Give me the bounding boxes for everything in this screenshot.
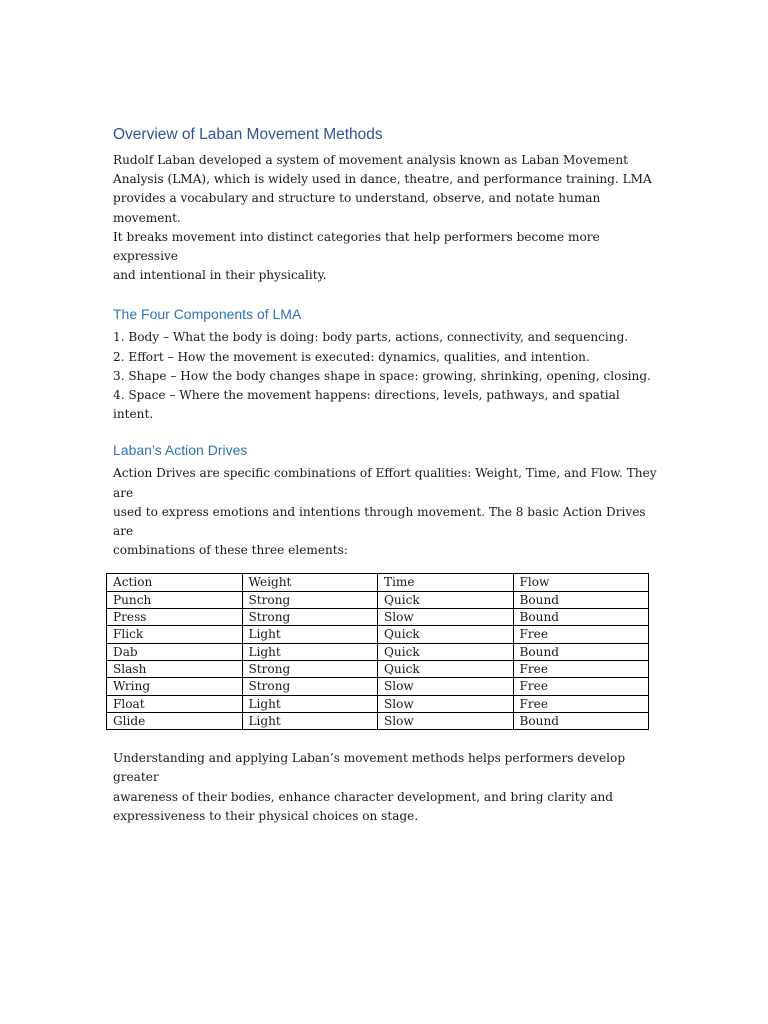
list-item: 3. Shape – How the body changes shape in space: growing, shrinking, opening, closing. <box>113 368 651 383</box>
table-header-cell: Time <box>378 574 514 591</box>
table-cell: Glide <box>107 712 243 729</box>
components-list <box>113 328 658 424</box>
table-cell: Press <box>107 609 243 626</box>
table-cell: Dab <box>107 643 243 660</box>
table-cell: Light <box>242 643 378 660</box>
table-row <box>107 626 649 643</box>
table-cell: Free <box>513 660 649 677</box>
table-row <box>107 609 649 626</box>
table-row <box>107 591 649 608</box>
table-header-cell: Action <box>107 574 243 591</box>
table-cell: Quick <box>378 660 514 677</box>
table-cell: Slow <box>378 712 514 729</box>
action-drives-heading: Laban’s Action Drives <box>113 442 248 459</box>
table-cell: Strong <box>242 609 378 626</box>
table-cell: Flick <box>107 626 243 643</box>
table-cell: Free <box>513 695 649 712</box>
table-cell: Quick <box>378 626 514 643</box>
table-cell: Bound <box>513 591 649 608</box>
table-cell: Slow <box>378 678 514 695</box>
table-cell: Free <box>513 678 649 695</box>
table-cell: Slash <box>107 660 243 677</box>
list-item: 4. Space – Where the movement happens: directions, levels, pathways, and spatial intent. <box>113 388 620 422</box>
table-row <box>107 643 649 660</box>
table-cell: Bound <box>513 609 649 626</box>
table-row <box>107 660 649 677</box>
table-cell: Strong <box>242 660 378 677</box>
table-cell: Float <box>107 695 243 712</box>
table-cell: Light <box>242 695 378 712</box>
components-heading: The Four Components of LMA <box>113 306 302 323</box>
table-row <box>107 695 649 712</box>
table-cell: Slow <box>378 695 514 712</box>
table-header-cell: Weight <box>242 574 378 591</box>
table-cell: Strong <box>242 591 378 608</box>
action-drives-table <box>106 573 649 730</box>
list-item: 2. Effort – How the movement is executed: dynamics, qualities, and intention. <box>113 349 590 364</box>
table-cell: Strong <box>242 678 378 695</box>
table-row <box>107 712 649 729</box>
list-item: 1. Body – What the body is doing: body parts, actions, connectivity, and sequencing. <box>113 330 629 345</box>
action-drives-paragraph: Action Drives are specific combinations of Effort qualities: Weight, Time, and Flow. They are used to express emotions and intentions through movement. The 8 basic Action Drives are combinations of these three elements: <box>113 466 657 558</box>
document-title: Overview of Laban Movement Methods <box>113 126 383 143</box>
table-cell: Light <box>242 626 378 643</box>
table-cell: Free <box>513 626 649 643</box>
table-cell: Slow <box>378 609 514 626</box>
table-cell: Punch <box>107 591 243 608</box>
table-cell: Quick <box>378 643 514 660</box>
table-header-cell: Flow <box>513 574 649 591</box>
conclusion-paragraph: Understanding and applying Laban’s movement methods helps performers develop greater awareness of their bodies, enhance character development, and bring clarity and expressiveness to their physical choices on stage. <box>113 751 626 823</box>
table-cell: Light <box>242 712 378 729</box>
table-row <box>107 678 649 695</box>
intro-paragraph: Rudolf Laban developed a system of movement analysis known as Laban Movement Analysis (LMA), which is widely used in dance, theatre, and performance training. LMA provides a vocabulary and structure to understand, observe, and notate human movement. It breaks movement into distinct categories that help performers become more expressive and intentional in their physicality. <box>113 153 652 283</box>
table-header-row <box>107 574 649 591</box>
table-cell: Bound <box>513 712 649 729</box>
document-page <box>113 124 658 826</box>
table-cell: Bound <box>513 643 649 660</box>
table-cell: Quick <box>378 591 514 608</box>
table-cell: Wring <box>107 678 243 695</box>
